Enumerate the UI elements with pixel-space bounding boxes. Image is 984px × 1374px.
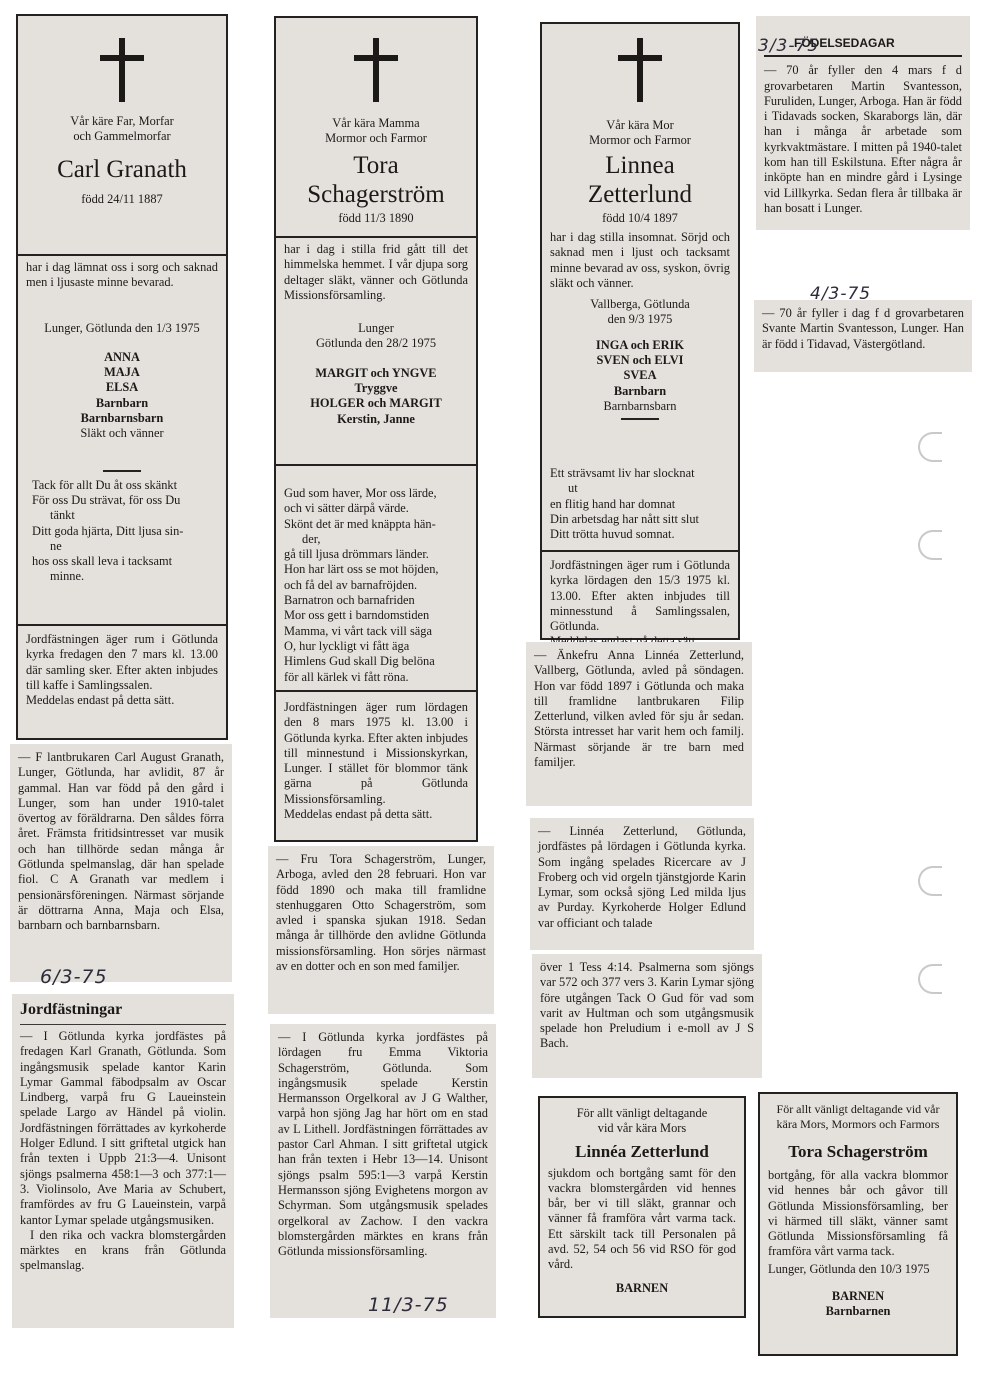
thanks-text: sjukdom och bortgång samt för den vackra blomstergården vid hennes bår, ber vi till släkt, grannar och vänner få framföra vårt varma tack. Ett särskilt tack till Personalen på avd. 52, 54 och 56 vid RSO för god vård. bbox=[548, 1165, 736, 1272]
verse-line: Ditt goda hjärta, Ditt ljusa sin- bbox=[32, 523, 184, 538]
mourner: HOLGER och MARGIT bbox=[310, 396, 442, 411]
place-date: Lunger, Götlunda den 1/3 1975 bbox=[44, 320, 200, 335]
handwritten-date: 4/3-75 bbox=[810, 284, 872, 304]
funeral-report-tora bbox=[270, 1024, 496, 1318]
deceased-name: Zetterlund bbox=[587, 180, 693, 208]
birthday-text: — 70 år fyller den 4 mars f d grovarbetaren Martin Svantesson, Furuliden, Lunger, Arboga. Han är född i Tidavads socken, Skaraborgs län, där han i många år arbetade som kyrkvaktmästare. I mitten på 1940-talet kom han till Eskilstuna. Efter några år inköpte han en mindre gård i Lysinge vid Lillkyrka. Sedan flera år tillbaka är han bosatt i Lunger. bbox=[764, 63, 962, 215]
signature: BARNEN bbox=[615, 1280, 669, 1295]
punch-hole bbox=[918, 866, 942, 896]
obituary-text: har i dag stilla insomnat. Sörjd och saknad men i ljust och tacksamt minne bevarad av oss, syskon, övrig släkt och vänner. bbox=[550, 230, 730, 290]
mourner: Barnbarn bbox=[613, 383, 667, 398]
report-text: över 1 Tess 4:14. Psalmerna som sjöngs var 572 och 377 vers 3. Karin Lymar sjöng före utgången Tack O Gud för vad som varit av Hultman och som utgångsmusik spelade hon Preludium i e-moll av J S Bach. bbox=[540, 960, 754, 1051]
news-linnea-zetterlund bbox=[526, 642, 752, 806]
memorial-verse bbox=[284, 486, 468, 685]
cross-icon bbox=[354, 38, 398, 102]
intro-line: och Gammelmorfar bbox=[73, 129, 171, 144]
report-text: — I Götlunda kyrka jordfästes på fredagen Karl Granath, Götlunda. Som ingångsmusik spelade kantor Karin Lymar Gammal fäbodpsalm av Oscar Lindberg, varpå fru G Laueinstein spelade Largo av Händel på violin. Jordfästningen förrättades av kyrkoherde Holger Edlund. I sitt griftetal utgick han från texten i Uppb 21:3—4. Unisont sjöngs psalmerna 458:1—3 och 377:1—3. Violinsolo, Ave Maria av Schubert, framfördes av fru G Laueinstein, varpå kantor Lymar spelade utgångsmusiken. bbox=[20, 1029, 226, 1227]
place: Vallberga, Götlunda bbox=[590, 297, 690, 312]
funeral-info: Jordfästningen äger rum lördagen den 8 mars 1975 kl. 13.00 i Götlunda kyrka. Efter akten inbjudes till minnestund i Missionskyrkan, Lunger. I stället för blommor tänk gärna på Götlunda Missionsförsamling. bbox=[284, 700, 468, 806]
funeral-report-granath bbox=[12, 994, 234, 1328]
place-date: Lunger, Götlunda den 10/3 1975 bbox=[768, 1261, 930, 1276]
report-text: — Linnéa Zetterlund, Götlunda, jordfästes på lördagen i Götlunda kyrka. Som ingång spelades Ricercare av J Froberg och vid orgeln tjänstgjorde Karin Lymar, som också sjöng Led milda ljus av Purday. Kyrkoherde Holger Edlund var officiant och talade bbox=[538, 824, 746, 930]
punch-hole bbox=[918, 530, 942, 560]
funeral-report-linnea-part1 bbox=[530, 818, 754, 950]
deceased-name: Tora Schagerström bbox=[788, 1142, 928, 1161]
intro-line: Vår käre Far, Morfar bbox=[70, 114, 174, 128]
handwritten-date: 3/3-75 bbox=[758, 36, 820, 56]
funeral-info: Jordfästningen äger rum i Götlunda kyrka fredagen den 7 mars kl. 13.00 där samling sker. Efter akten inbjudes till kaffe i Samlingssalen. bbox=[26, 632, 218, 692]
place-date: Götlunda den 28/2 1975 bbox=[315, 336, 437, 351]
obituary-text: har i dag i stilla frid gått till det himmelska hemmet. I vår djupa sorg deltager släkt, vänner och Götlunda Missionsförsamling. bbox=[284, 242, 468, 302]
thanks-linnea-zetterlund bbox=[538, 1096, 746, 1318]
obituary-tora-schagerstrom bbox=[274, 16, 478, 842]
verse-line: en flitig hand har domnat bbox=[550, 496, 676, 511]
verse-line: Himlens Gud skall Dig belöna bbox=[284, 654, 435, 669]
verse-line: der, bbox=[302, 531, 321, 546]
verse-line: ut bbox=[568, 481, 578, 496]
verse-line: minne. bbox=[50, 569, 85, 584]
birthday-text: — 70 år fyller i dag f d grovarbetaren Svante Martin Svantesson, Lunger. Han är född i Tidavad, Västergötland. bbox=[762, 306, 964, 351]
verse-line: Hon har lärt oss se mot höjden, bbox=[284, 562, 439, 577]
memorial-verse bbox=[550, 466, 730, 542]
verse-line: Barnatron och barnafriden bbox=[284, 593, 415, 608]
intro-line: För allt vänligt deltagande vid vår kära Mors, Mormors och Farmors bbox=[776, 1102, 940, 1131]
deceased-name: Linnea bbox=[605, 151, 675, 179]
handwritten-date: 6/3-75 bbox=[40, 966, 108, 988]
birth-date: född 10/4 1897 bbox=[602, 210, 678, 225]
place: Lunger bbox=[358, 321, 394, 336]
mourner: ELSA bbox=[105, 380, 139, 395]
mourner: SVEN och ELVI bbox=[596, 353, 684, 368]
intro-line: Vår kära Mor bbox=[606, 118, 674, 132]
deceased-name: Carl Granath bbox=[57, 155, 187, 183]
section-heading: Jordfästningar bbox=[20, 1001, 123, 1018]
verse-line: ne bbox=[50, 538, 62, 553]
cross-icon bbox=[618, 38, 662, 102]
punch-hole bbox=[918, 432, 942, 462]
news-text: — Änkefru Anna Linnéa Zetterlund, Vallberg, Götlunda, avled på söndagen. Hon var född 1897 i Götlunda och maka till framlidne lantbrukaren Filip Zetterlund, vilken avled för sju år sedan. Största intresset har varit hem och familj. Närmast sörjande är tre barn med familjer. bbox=[534, 648, 744, 770]
intro-line: För allt vänligt deltagande bbox=[576, 1106, 708, 1120]
funeral-info: Jordfästningen äger rum i Götlunda kyrka lördagen den 15/3 1975 kl. 13.00. Efter akten inbjudes till minnesstund å Samlingssalen, Götlunda. bbox=[550, 558, 730, 634]
verse-line: Tack för allt Du åt oss skänkt bbox=[32, 477, 178, 492]
mourners-extra: Släkt och vänner bbox=[80, 426, 164, 441]
mourner: SVEA bbox=[623, 368, 657, 383]
thanks-text: bortgång, för alla vackra blommor vid hennes bår och gåvor till Götlunda Missionsförsamling, ber vi härmed till släkt, vänner samt Götlunda Missionsförsamling få framföra vårt varma tack. bbox=[768, 1168, 948, 1259]
mourners-extra: Barnbarnsbarn bbox=[603, 398, 677, 413]
mourner: ANNA bbox=[104, 349, 140, 364]
news-carl-granath bbox=[10, 744, 232, 982]
place-date: den 9/3 1975 bbox=[607, 312, 673, 327]
report-text: I den rika och vackra blomstergården märktes en krans från Götlunda spelmanslag. bbox=[20, 1227, 226, 1273]
verse-line: och vi sätter därpå värde. bbox=[284, 501, 409, 516]
mourner: MAJA bbox=[104, 365, 140, 380]
verse-line: Mamma, vi vårt tack vill säga bbox=[284, 623, 432, 638]
signature: Barnbarnen bbox=[825, 1304, 891, 1319]
intro-line: Vår kära Mamma bbox=[332, 116, 420, 130]
verse-line: för all kärlek vi fått röna. bbox=[284, 669, 409, 684]
mourner: Barnbarnsbarn bbox=[80, 411, 164, 426]
deceased-name: Linnéa Zetterlund bbox=[575, 1141, 709, 1161]
notice-line: Meddelas endast på detta sätt. bbox=[26, 693, 175, 708]
news-tora-schagerstrom bbox=[268, 846, 494, 1014]
thanks-tora-schagerstrom bbox=[758, 1092, 958, 1356]
mourner: Barnbarn bbox=[95, 395, 149, 410]
verse-line: Mor oss gett i barndomstiden bbox=[284, 608, 430, 623]
obituary-text: har i dag lämnat oss i sorg och saknad men i ljusaste minne bevarad. bbox=[26, 260, 218, 290]
notice-line: Meddelas endast på detta sätt. bbox=[284, 807, 433, 822]
intro-line: Mormor och Farmor bbox=[589, 133, 691, 148]
verse-line: Ditt trötta huvud somnat. bbox=[550, 527, 675, 542]
section-heading: FÖDELSEDAGAR bbox=[794, 36, 895, 50]
memorial-verse bbox=[26, 478, 218, 585]
verse-line: O, hur lyckligt vi fått äga bbox=[284, 638, 410, 653]
verse-line: tänkt bbox=[50, 508, 75, 523]
funeral-report-linnea-part2 bbox=[532, 954, 762, 1078]
intro-line: Mormor och Farmor bbox=[325, 131, 427, 146]
verse-line: Din arbetsdag har nått sitt slut bbox=[550, 511, 700, 526]
verse-line: Ett strävsamt liv har slocknat bbox=[550, 466, 695, 480]
verse-line: Skönt det är med knäppta hän- bbox=[284, 516, 436, 531]
news-text: — Fru Tora Schagerström, Lunger, Arboga, avled den 28 februari. Hon var född 1890 och maka till framlidne stenhuggaren Otto Schagerström, som avled i spanska sjukan 1918. Sedan många år tillhörde den avlidne Götlunda missionsförsamling. Hon sörjes närmast av en dotter och en son med familjer. bbox=[276, 852, 486, 974]
obituary-carl-granath bbox=[16, 14, 228, 740]
signature: BARNEN bbox=[831, 1289, 885, 1304]
verse-line: och få del av barnafröjden. bbox=[284, 577, 418, 592]
birth-date: född 11/3 1890 bbox=[338, 210, 414, 225]
obituary-linnea-zetterlund bbox=[540, 22, 740, 640]
birthday-svante-svantesson bbox=[754, 300, 972, 372]
verse-line: hos oss skall leva i tacksamt bbox=[32, 554, 173, 569]
deceased-name: Tora bbox=[353, 151, 399, 179]
mourner: INGA och ERIK bbox=[595, 337, 685, 352]
report-text: — I Götlunda kyrka jordfästes på lördagen fru Emma Viktoria Schagerström, Götlunda. Som ingångsmusik spelade Kerstin Hermansson Orgelkoral av J G Walther, varpå hon sjöng Jag har hört om en stad av L Lithell. Jordfästningen förrättades av pastor Carl Ahman. I sitt griftetal utgick han från texten i Hebr 13—14. Unisont sjöngs psalm 595:1—3 varpå Kerstin Hermansson sjöng Evighetens morgon av Schyrman. Som utgångsmusik spelades orgelkoral av Zachow. I den vackra blomstergården märktes en krans från Götlunda missionsförsamling. bbox=[278, 1030, 488, 1259]
verse-line: För oss Du strävat, för oss Du bbox=[32, 492, 181, 507]
birth-date: född 24/11 1887 bbox=[81, 191, 163, 206]
punch-hole bbox=[918, 964, 942, 994]
mourner: MARGIT och YNGVE bbox=[315, 365, 437, 380]
handwritten-date: 11/3-75 bbox=[368, 1294, 449, 1316]
news-text: — F lantbrukaren Carl August Granath, Lunger, Götlunda, har avlidit, 87 år gammal. Han var född på den gård i Lunger, som han under 1910-talet övertog av föräldrarna. Den såldes förra året. Främsta fritidsintresset var musik och han tillhörde sedan många år Götlunda spelmanslag, där han spelade fiol. C A Granath var medlem i pensionärsföreningen. Närmast sörjande är döttrarna Anna, Maja och Elsa, barnbarn och barnbarnsbarn. bbox=[18, 750, 224, 933]
verse-line: Gud som haver, Mor oss lärde, bbox=[284, 486, 437, 500]
cross-icon bbox=[100, 38, 144, 102]
deceased-name: Schagerström bbox=[307, 180, 445, 208]
verse-line: gå till ljusa drömmars länder. bbox=[284, 547, 429, 562]
mourner: Kerstin, Janne bbox=[337, 411, 415, 426]
mourner: Tryggve bbox=[354, 381, 398, 396]
intro-line: vid vår kära Mors bbox=[597, 1121, 687, 1136]
